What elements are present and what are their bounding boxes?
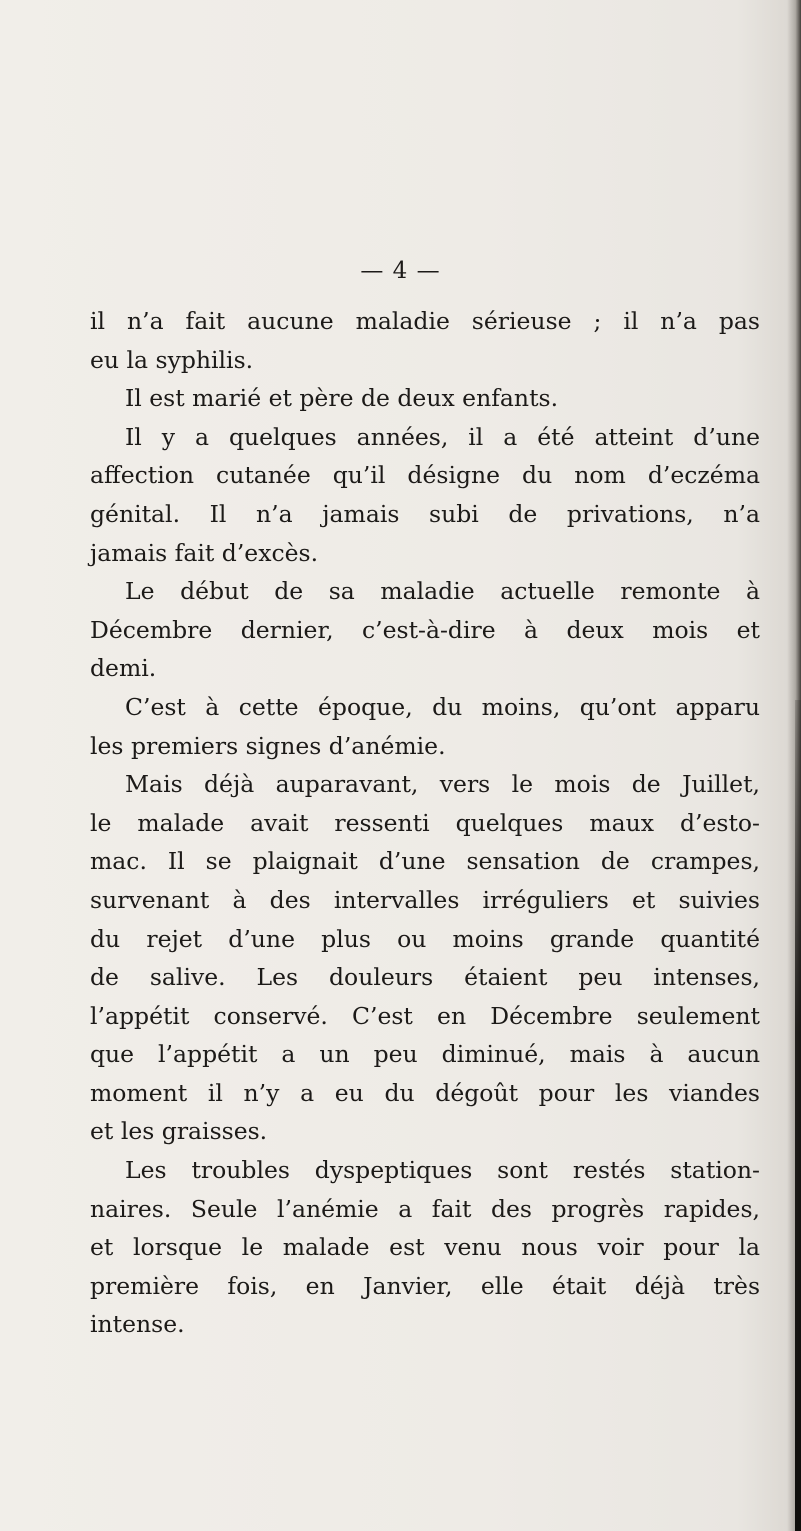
text-line: moment il n’y a eu du dégoût pour les viandes: [90, 1078, 760, 1107]
text-line: les premiers signes d’anémie.: [90, 731, 446, 760]
text-line: et les graisses.: [90, 1117, 268, 1146]
text-line: eu la syphilis.: [90, 345, 254, 374]
text-line: naires. Seule l’anémie a fait des progrès rapides,: [90, 1194, 760, 1223]
text-line: survenant à des intervalles irréguliers et suivies: [90, 885, 760, 914]
text-line: Les troubles dyspeptiques sont restés station-: [125, 1156, 760, 1185]
text-line: du rejet d’une plus ou moins grande quantité: [90, 924, 760, 953]
text-line: Il y a quelques années, il a été atteint d’une: [125, 422, 760, 451]
text-line: Le début de sa maladie actuelle remonte à: [125, 577, 760, 606]
text-line: et lorsque le malade est venu nous voir pour la: [90, 1233, 760, 1262]
page-number: — 4 —: [360, 258, 441, 284]
text-line: génital. Il n’a jamais subi de privations, n’a: [90, 499, 760, 528]
text-line: mac. Il se plaignait d’une sensation de crampes,: [90, 847, 760, 876]
text-line: que l’appétit a un peu diminué, mais à aucun: [90, 1040, 760, 1069]
text-line: affection cutanée qu’il désigne du nom d’eczéma: [90, 461, 760, 490]
text-line: l’appétit conservé. C’est en Décembre seulement: [90, 1001, 760, 1030]
text-line: demi.: [90, 654, 157, 683]
text-line: Il est marié et père de deux enfants.: [125, 384, 559, 413]
text-line: le malade avait ressenti quelques maux d’esto-: [90, 808, 760, 837]
text-line: C’est à cette époque, du moins, qu’ont apparu: [125, 692, 760, 721]
text-line: première fois, en Janvier, elle était déjà très: [90, 1271, 760, 1300]
body-text: [90, 302, 760, 1344]
text-line: Mais déjà auparavant, vers le mois de Juillet,: [125, 770, 760, 799]
text-line: jamais fait d’excès.: [90, 538, 319, 567]
text-line: intense.: [90, 1310, 185, 1339]
page-edge-binding: [795, 700, 801, 1531]
text-line: il n’a fait aucune maladie sérieuse ; il n’a pas: [90, 307, 760, 335]
text-line: Décembre dernier, c’est-à-dire à deux mois et: [90, 615, 760, 644]
text-line: de salive. Les douleurs étaient peu intenses,: [90, 963, 760, 992]
